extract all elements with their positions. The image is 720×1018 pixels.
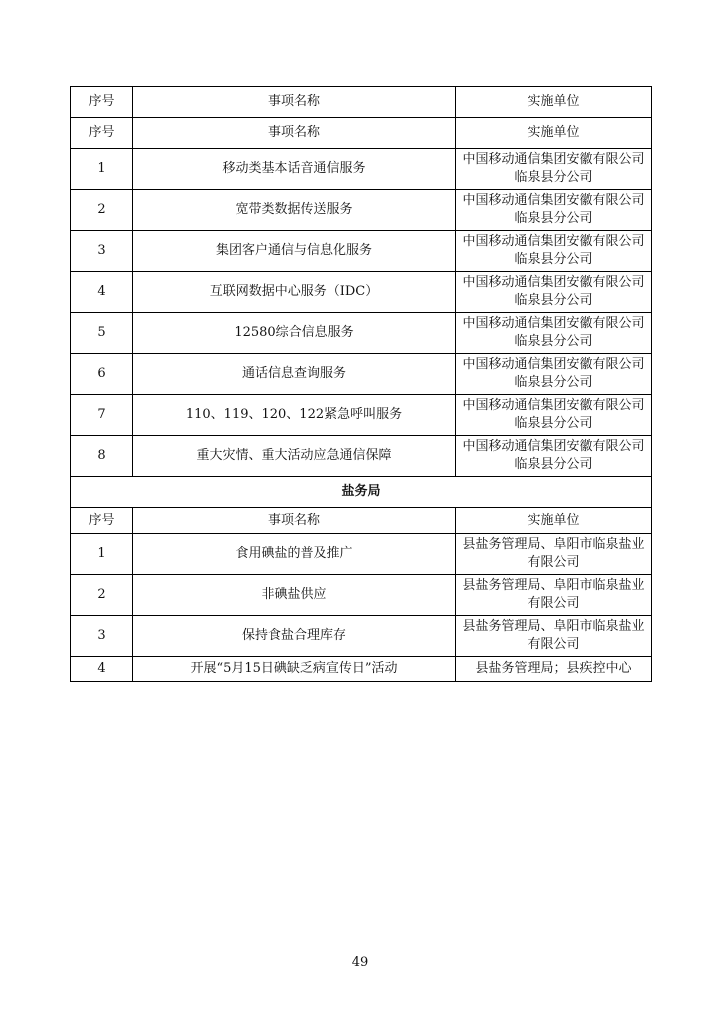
table-header-row bbox=[71, 87, 652, 118]
table-row bbox=[71, 272, 652, 313]
table-header-row bbox=[71, 508, 652, 534]
table-row bbox=[71, 313, 652, 354]
row-number-cell: 2 bbox=[71, 190, 133, 231]
item-name-cell: 互联网数据中心服务（IDC） bbox=[133, 272, 456, 313]
header-unit: 实施单位 bbox=[456, 118, 652, 149]
header-no: 序号 bbox=[71, 87, 133, 118]
header-no: 序号 bbox=[71, 508, 133, 534]
table-row bbox=[71, 149, 652, 190]
header-item: 事项名称 bbox=[133, 87, 456, 118]
item-name-cell: 通话信息查询服务 bbox=[133, 354, 456, 395]
item-name-cell: 保持食盐合理库存 bbox=[133, 616, 456, 657]
row-number-cell: 6 bbox=[71, 354, 133, 395]
table-row bbox=[71, 231, 652, 272]
item-name-cell: 重大灾情、重大活动应急通信保障 bbox=[133, 436, 456, 477]
table-row bbox=[71, 616, 652, 657]
header-unit: 实施单位 bbox=[456, 87, 652, 118]
unit-cell: 中国移动通信集团安徽有限公司 临泉县分公司 bbox=[456, 395, 652, 436]
item-name-cell: 移动类基本话音通信服务 bbox=[133, 149, 456, 190]
item-name-cell: 宽带类数据传送服务 bbox=[133, 190, 456, 231]
table-row bbox=[71, 534, 652, 575]
item-name-cell: 开展“5月15日碘缺乏病宣传日”活动 bbox=[133, 657, 456, 682]
table-row bbox=[71, 190, 652, 231]
unit-cell: 中国移动通信集团安徽有限公司 临泉县分公司 bbox=[456, 149, 652, 190]
item-name-cell: 110、119、120、122紧急呼叫服务 bbox=[133, 395, 456, 436]
page-number: 49 bbox=[351, 955, 369, 970]
unit-cell: 中国移动通信集团安徽有限公司 临泉县分公司 bbox=[456, 272, 652, 313]
header-item: 事项名称 bbox=[133, 118, 456, 149]
unit-cell: 中国移动通信集团安徽有限公司 临泉县分公司 bbox=[456, 231, 652, 272]
table-header-row bbox=[71, 118, 652, 149]
row-number-cell: 7 bbox=[71, 395, 133, 436]
row-number-cell: 3 bbox=[71, 231, 133, 272]
unit-cell: 中国移动通信集团安徽有限公司 临泉县分公司 bbox=[456, 354, 652, 395]
row-number-cell: 3 bbox=[71, 616, 133, 657]
row-number-cell: 4 bbox=[71, 272, 133, 313]
table-row bbox=[71, 575, 652, 616]
unit-cell: 县盐务管理局；县疾控中心 bbox=[456, 657, 652, 682]
services-table bbox=[70, 86, 652, 682]
row-number-cell: 5 bbox=[71, 313, 133, 354]
unit-cell: 中国移动通信集团安徽有限公司 临泉县分公司 bbox=[456, 313, 652, 354]
unit-cell: 县盐务管理局、阜阳市临泉盐业 有限公司 bbox=[456, 534, 652, 575]
unit-cell: 中国移动通信集团安徽有限公司 临泉县分公司 bbox=[456, 436, 652, 477]
table-row bbox=[71, 436, 652, 477]
item-name-cell: 食用碘盐的普及推广 bbox=[133, 534, 456, 575]
row-number-cell: 4 bbox=[71, 657, 133, 682]
item-name-cell: 非碘盐供应 bbox=[133, 575, 456, 616]
unit-cell: 县盐务管理局、阜阳市临泉盐业 有限公司 bbox=[456, 616, 652, 657]
item-name-cell: 12580综合信息服务 bbox=[133, 313, 456, 354]
section-title-salt: 盐务局 bbox=[71, 477, 652, 508]
header-item: 事项名称 bbox=[133, 508, 456, 534]
table-row bbox=[71, 395, 652, 436]
header-unit: 实施单位 bbox=[456, 508, 652, 534]
table-row bbox=[71, 657, 652, 682]
unit-cell: 县盐务管理局、阜阳市临泉盐业 有限公司 bbox=[456, 575, 652, 616]
row-number-cell: 2 bbox=[71, 575, 133, 616]
section-row bbox=[71, 477, 652, 508]
unit-cell: 中国移动通信集团安徽有限公司 临泉县分公司 bbox=[456, 190, 652, 231]
item-name-cell: 集团客户通信与信息化服务 bbox=[133, 231, 456, 272]
row-number-cell: 1 bbox=[71, 534, 133, 575]
header-no: 序号 bbox=[71, 118, 133, 149]
table-row bbox=[71, 354, 652, 395]
row-number-cell: 8 bbox=[71, 436, 133, 477]
row-number-cell: 1 bbox=[71, 149, 133, 190]
